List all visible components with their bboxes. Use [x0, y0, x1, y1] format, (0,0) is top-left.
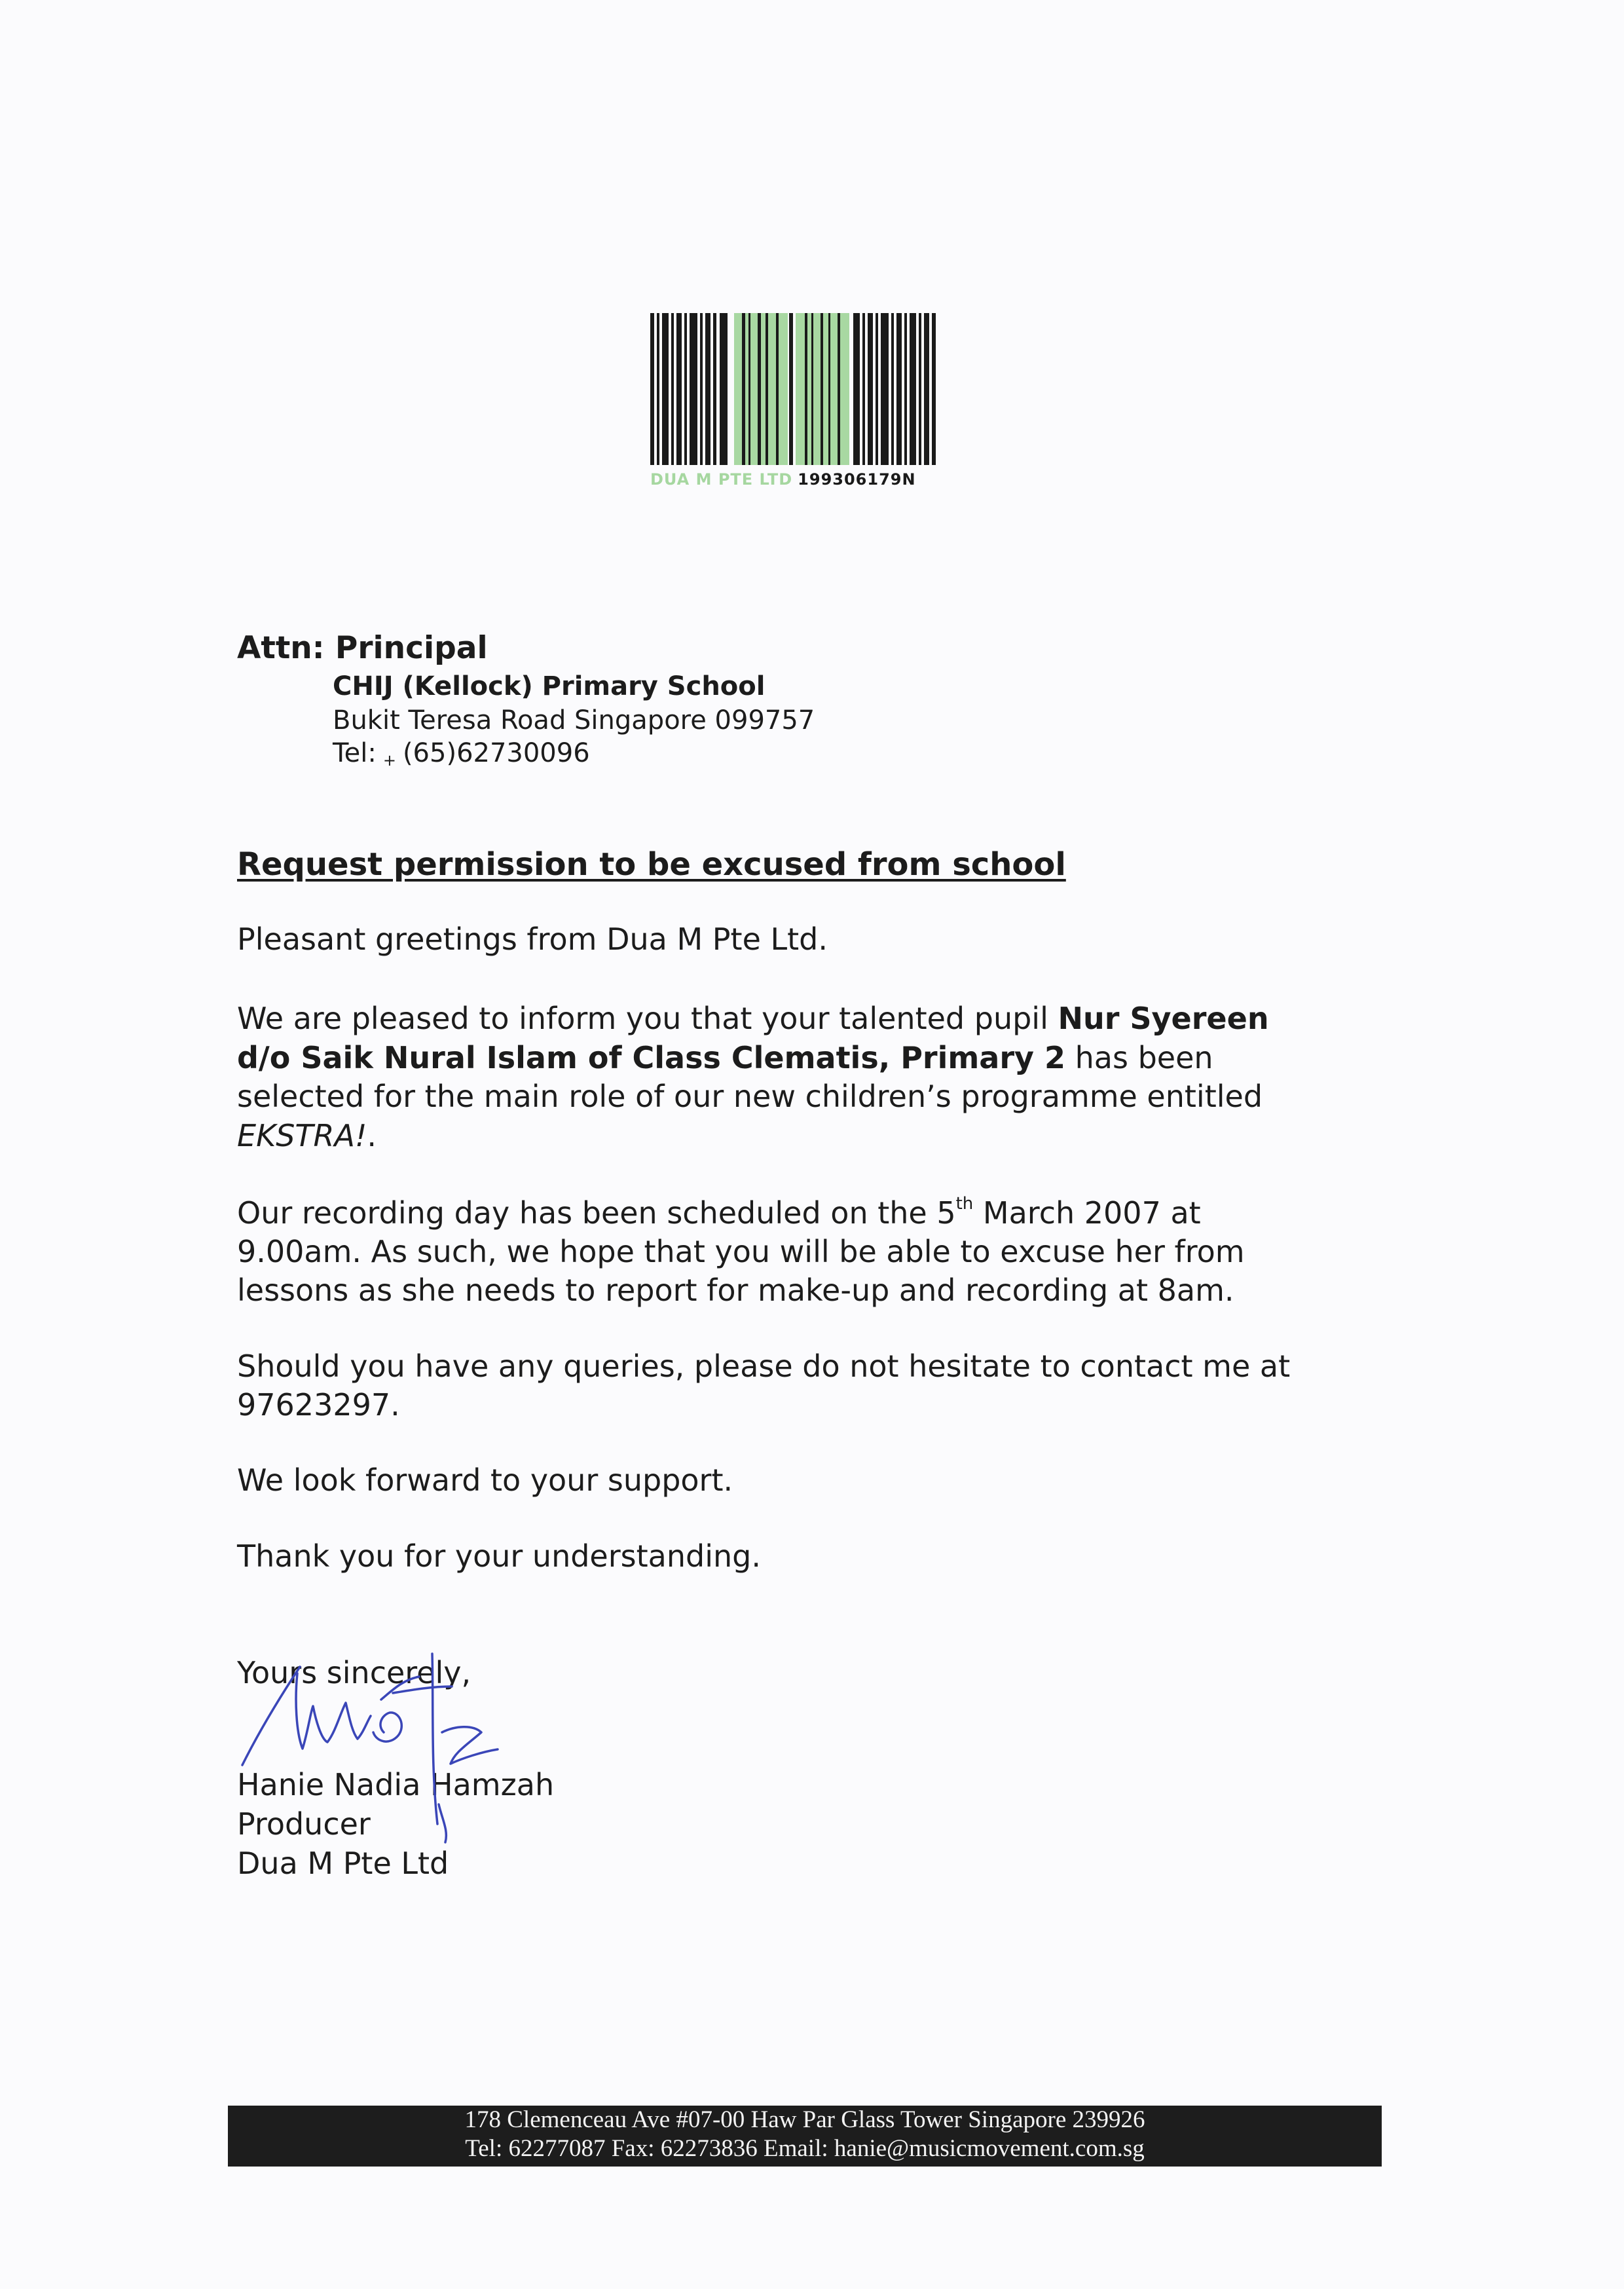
p2-line1-pre: Our recording day has been scheduled on the 5	[237, 1195, 956, 1231]
paragraph-selection-line-4	[237, 1116, 1416, 1155]
p1-line4-text: .	[367, 1118, 377, 1153]
signature-strokes	[229, 1634, 596, 1850]
signatory-name: Hanie Nadia Hamzah	[237, 1767, 555, 1802]
school-address: Bukit Teresa Road Singapore 099757	[333, 705, 815, 735]
paragraph-selection-line-3: selected for the main role of our new children’s programme entitled	[237, 1079, 1263, 1114]
company-caption: DUA M PTE LTD	[650, 470, 793, 489]
date-ordinal: th	[955, 1194, 974, 1214]
dua-m-barcode-logo	[650, 313, 938, 500]
programme-title: EKSTRA!	[237, 1118, 367, 1153]
paragraph-thanks: Thank you for your understanding.	[237, 1538, 761, 1574]
footer-address-band	[228, 2106, 1382, 2167]
paragraph-support: We look forward to your support.	[237, 1462, 733, 1498]
pupil-details: d/o Saik Nural Islam of Class Clematis, Primary 2	[237, 1040, 1066, 1075]
pupil-name: Nur Syereen	[1058, 1001, 1269, 1036]
tel-label: Tel:	[333, 738, 377, 768]
school-telephone	[333, 738, 590, 770]
barcode-logo-graphic	[650, 313, 938, 470]
p2-line1-post: March 2007 at	[973, 1195, 1201, 1231]
tel-number: (65)62730096	[402, 738, 590, 768]
paragraph-schedule-line-3: lessons as she needs to report for make-up and recording at 8am.	[237, 1273, 1234, 1308]
barcode-bars	[650, 313, 936, 465]
footer-address: 178 Clemenceau Ave #07-00 Haw Par Glass Tower Singapore 239926	[464, 2106, 1145, 2133]
paragraph-contact-line-1: Should you have any queries, please do not hesitate to contact me at	[237, 1349, 1291, 1384]
paragraph-contact-line-2: 97623297.	[237, 1387, 400, 1423]
footer-contact: Tel: 62277087 Fax: 62273836 Email: hanie@musicmovement.com.sg	[465, 2135, 1145, 2162]
valediction: Yours sincerely,	[237, 1655, 471, 1690]
paragraph-selection-line-1	[237, 999, 1416, 1038]
greeting-paragraph: Pleasant greetings from Dua M Pte Ltd.	[237, 921, 828, 957]
letter-subject: Request permission to be excused from school	[237, 846, 1066, 883]
registration-number: 199306179N	[798, 470, 916, 489]
attn-line: Attn: Principal	[237, 630, 488, 666]
paragraph-schedule-line-2: 9.00am. As such, we hope that you will be able to excuse her from	[237, 1234, 1245, 1269]
signatory-company: Dua M Pte Ltd	[237, 1846, 449, 1881]
paragraph-selection-line-2	[237, 1038, 1416, 1077]
signatory-title: Producer	[237, 1806, 371, 1842]
p1-line2-text: has been	[1065, 1040, 1213, 1075]
tel-plus: +	[382, 751, 396, 770]
paragraph-schedule-line-1	[237, 1193, 1416, 1233]
handwritten-signature	[229, 1634, 596, 1850]
logo-caption	[650, 470, 938, 496]
school-name: CHIJ (Kellock) Primary School	[333, 671, 766, 701]
p1-line1-text: We are pleased to inform you that your talented pupil	[237, 1001, 1058, 1036]
